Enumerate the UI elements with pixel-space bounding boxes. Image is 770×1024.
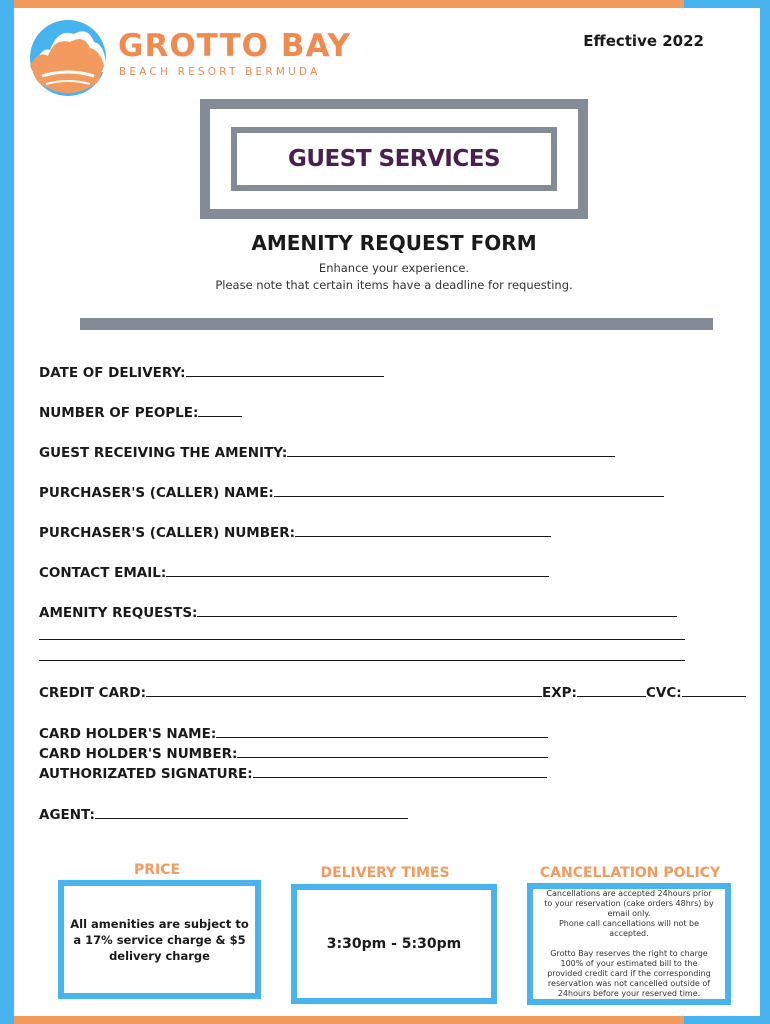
frame-left-bar xyxy=(0,0,14,1024)
agent-field[interactable] xyxy=(39,806,408,823)
guest-receiving-label: GUEST RECEIVING THE AMENITY: xyxy=(39,445,288,461)
form-subtitle-1: Enhance your experience. xyxy=(318,261,470,275)
number-of-people-line[interactable] xyxy=(198,404,242,417)
amenity-requests-label: AMENITY REQUESTS: xyxy=(39,605,198,621)
delivery-times-label: DELIVERY TIMES xyxy=(320,865,450,881)
effective-date: Effective 2022 xyxy=(583,32,704,50)
frame-bottom-blue-bar xyxy=(684,1016,770,1024)
authorized-signature-field[interactable] xyxy=(39,765,547,782)
purchaser-name-field[interactable] xyxy=(39,484,664,501)
cancellation-policy-text-2: Phone call cancellations will not be accepted. xyxy=(558,919,700,938)
cvc-label: CVC: xyxy=(645,685,682,701)
delivery-times-text: 3:30pm - 5:30pm xyxy=(326,936,462,952)
number-of-people-label: NUMBER OF PEOPLE: xyxy=(39,405,199,421)
purchaser-name-label: PURCHASER'S (CALLER) NAME: xyxy=(39,485,274,501)
frame-bottom-orange-bar xyxy=(14,1016,684,1024)
price-label: PRICE xyxy=(133,862,181,878)
cancellation-policy-text-1: Cancellations are accepted 24hours prior to your reservation (cake orders 48hrs) by email only. xyxy=(544,889,714,918)
cancellation-policy-text-3: Grotto Bay reserves the right to charge 100% of your estimated bill to the provided credit card if the corresponding reservation was not cancelled outside of 24hours before your reserved time. xyxy=(547,949,711,998)
contact-email-field[interactable] xyxy=(39,564,549,581)
form-subtitle-2: Please note that certain items have a deadline for requesting. xyxy=(215,278,573,292)
card-holder-number-label: CARD HOLDER'S NUMBER: xyxy=(39,746,238,762)
amenity-requests-line-3[interactable] xyxy=(39,660,685,661)
date-of-delivery-label: DATE OF DELIVERY: xyxy=(39,365,186,381)
cvc-line[interactable] xyxy=(682,684,746,697)
card-holder-name-line[interactable] xyxy=(216,725,548,738)
agent-label: AGENT: xyxy=(39,807,95,823)
logo-tagline: BEACH RESORT BERMUDA xyxy=(119,66,321,78)
authorized-signature-label: AUTHORIZATED SIGNATURE: xyxy=(39,766,253,782)
amenity-requests-line[interactable] xyxy=(197,604,677,617)
amenity-requests-line-2[interactable] xyxy=(39,639,685,640)
purchaser-number-field[interactable] xyxy=(39,524,551,541)
grotto-logo-icon xyxy=(28,20,110,96)
date-of-delivery-line[interactable] xyxy=(186,364,384,377)
delivery-times-box xyxy=(291,884,497,1004)
price-text: All amenities are subject to a 17% service charge & $5 delivery charge xyxy=(70,916,249,963)
amenity-requests-field[interactable] xyxy=(39,604,677,621)
frame-top-orange-bar xyxy=(0,0,684,8)
purchaser-name-line[interactable] xyxy=(274,484,664,497)
purchaser-number-line[interactable] xyxy=(295,524,551,537)
logo-name: GROTTO BAY xyxy=(118,28,351,64)
exp-line[interactable] xyxy=(577,684,646,697)
agent-line[interactable] xyxy=(95,806,408,819)
cancellation-policy-label: CANCELLATION POLICY xyxy=(539,865,721,881)
guest-receiving-line[interactable] xyxy=(287,444,615,457)
card-holder-name-label: CARD HOLDER'S NAME: xyxy=(39,726,217,742)
card-holder-number-line[interactable] xyxy=(237,745,548,758)
authorized-signature-line[interactable] xyxy=(253,765,547,778)
contact-email-label: CONTACT EMAIL: xyxy=(39,565,167,581)
card-holder-number-field[interactable] xyxy=(39,745,548,762)
credit-card-field[interactable] xyxy=(39,684,746,701)
resort-logo xyxy=(28,20,351,96)
guest-services-banner-inner xyxy=(210,109,578,209)
purchaser-number-label: PURCHASER'S (CALLER) NUMBER: xyxy=(39,525,296,541)
price-box xyxy=(58,880,261,999)
form-title: AMENITY REQUEST FORM xyxy=(251,231,537,255)
guest-services-banner xyxy=(200,99,588,219)
exp-label: EXP: xyxy=(542,685,577,701)
guest-services-title: GUEST SERVICES xyxy=(287,146,501,172)
frame-right-bar xyxy=(760,0,770,1024)
contact-email-line[interactable] xyxy=(166,564,549,577)
cancellation-policy-text xyxy=(533,889,725,999)
cancellation-policy-box xyxy=(527,883,731,1005)
guest-receiving-field[interactable] xyxy=(39,444,615,461)
guest-services-frame xyxy=(231,127,557,191)
credit-card-label: CREDIT CARD: xyxy=(39,685,147,701)
credit-card-line[interactable] xyxy=(146,684,542,697)
section-divider xyxy=(80,318,713,330)
date-of-delivery-field[interactable] xyxy=(39,364,384,381)
number-of-people-field[interactable] xyxy=(39,404,242,421)
card-holder-name-field[interactable] xyxy=(39,725,548,742)
frame-top-blue-bar xyxy=(684,0,770,8)
